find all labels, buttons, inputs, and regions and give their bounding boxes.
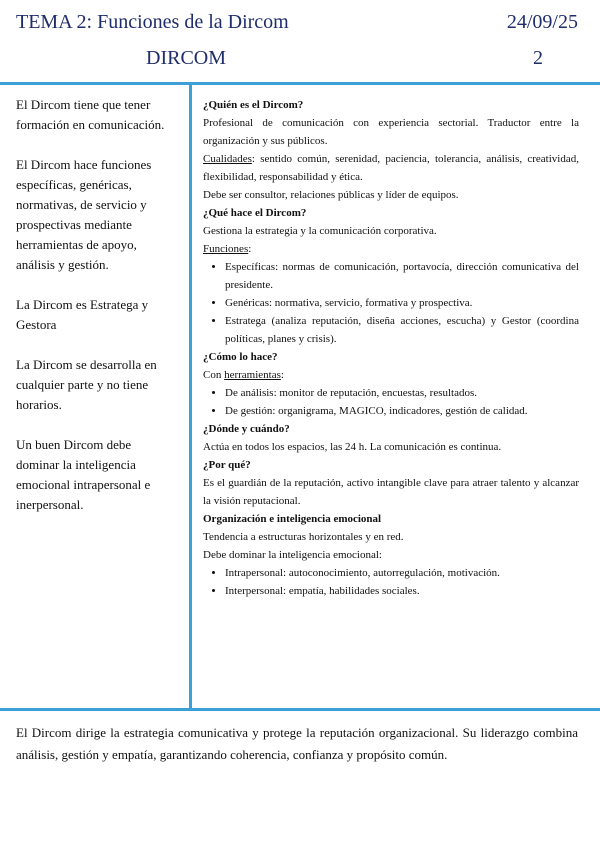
underlined-label: herramientas [224, 369, 281, 381]
cue-item: El Dircom tiene que tener formación en comunicación. [16, 97, 165, 132]
column-divider [189, 84, 192, 709]
underlined-label: Cualidades [203, 153, 252, 165]
cue-item: La Dircom se desarrolla en cualquier parte y no tiene horarios. [16, 357, 157, 412]
note-paragraph: Debe ser consultor, relaciones públicas y líder de equipos. [203, 189, 459, 201]
note-text: : [248, 243, 252, 255]
bullet-list [203, 258, 579, 348]
section-heading: ¿Por qué? [203, 459, 251, 471]
list-item: • Estratega (analiza reputación, diseña acciones, escucha) y Gestor (coordina políticas, planes y crisis). [225, 312, 579, 348]
section-heading: ¿Quién es el Dircom? [203, 99, 304, 111]
note-paragraph [203, 366, 579, 384]
note-text: : sentido común, serenidad, paciencia, tolerancia, análisis, creatividad, flexibilidad, responsabilidad y ética. [203, 153, 579, 183]
note-paragraph [203, 240, 579, 258]
note-text: Con [203, 369, 225, 381]
section-heading: ¿Dónde y cuándo? [203, 423, 290, 435]
note-paragraph: Debe dominar la inteligencia emocional: [203, 549, 382, 561]
section-heading: Organización e inteligencia emocional [203, 513, 382, 525]
section-heading: ¿Qué hace el Dircom? [203, 207, 307, 219]
cues-column [16, 95, 176, 535]
cue-item: La Dircom es Estratega y Gestora [16, 297, 149, 332]
list-item: • Específicas: normas de comunicación, portavocía, dirección comunicativa del presidente. [225, 258, 579, 294]
bullet-list [203, 384, 579, 420]
list-item: • De análisis: monitor de reputación, encuestas, resultados. [225, 384, 579, 402]
list-item: • De gestión: organigrama, MAGICO, indicadores, gestión de calidad. [225, 402, 579, 420]
cue-item: Un buen Dircom debe dominar la inteligencia emocional intrapersonal e inerpersonal. [16, 437, 151, 512]
note-text: : [280, 369, 284, 381]
note-paragraph: Actúa en todos los espacios, las 24 h. La comunicación es continua. [203, 441, 502, 453]
page-number: 2 [533, 47, 543, 69]
header-divider [0, 82, 600, 85]
summary-text: El Dircom dirige la estrategia comunicativa y protege la reputación organizacional. Su liderazgo combina análisis, gestión y empatía, garantizando coherencia, confianza y propósito común. [16, 725, 578, 762]
list-item: • Intrapersonal: autoconocimiento, autorregulación, motivación. [225, 564, 579, 582]
header-title: TEMA 2: Funciones de la Dircom [16, 11, 289, 33]
header-subtitle: DIRCOM [146, 47, 227, 69]
note-paragraph [203, 150, 579, 186]
underlined-label: Funciones [203, 243, 249, 255]
cue-item: El Dircom hace funciones específicas, genéricas, normativas, de servicio y prospectivas mediante herramientas de apoyo, análisis y gestión. [16, 157, 152, 272]
note-paragraph: Es el guardián de la reputación, activo intangible clave para atraer talento y alcanzar la visión reputacional. [203, 477, 579, 507]
section-heading: ¿Cómo lo hace? [203, 351, 278, 363]
header-date: 24/09/25 [506, 11, 578, 33]
bullet-list [203, 564, 579, 600]
notes-column [203, 96, 579, 600]
note-paragraph: Gestiona la estrategia y la comunicación corporativa. [203, 225, 437, 237]
summary-divider [0, 708, 600, 711]
list-item: • Interpersonal: empatía, habilidades sociales. [225, 582, 579, 600]
note-paragraph: Tendencia a estructuras horizontales y en red. [203, 531, 404, 543]
list-item: • Genéricas: normativa, servicio, formativa y prospectiva. [225, 294, 579, 312]
note-paragraph: Profesional de comunicación con experiencia sectorial. Traductor entre la organización y sus públicos. [203, 117, 579, 147]
